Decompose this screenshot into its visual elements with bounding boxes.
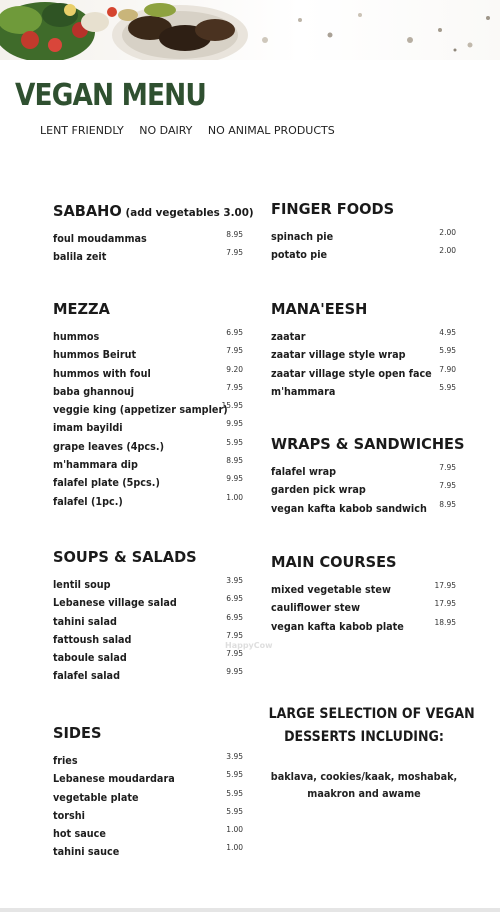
menu-item-name: zaatar village style open face bbox=[271, 367, 432, 380]
menu-item-name: Lebanese village salad bbox=[53, 597, 177, 610]
section-title: MEZZA bbox=[53, 300, 110, 318]
menu-item-name: torshi bbox=[53, 809, 85, 822]
menu-item-name: foul moudammas bbox=[53, 233, 147, 245]
menu-item-price: 3.95 bbox=[226, 576, 243, 585]
section-finger-foods bbox=[271, 198, 456, 265]
desserts-list-line1: baklava, cookies/kaak, moshabak, bbox=[270, 771, 458, 783]
menu-item-name: falafel salad bbox=[53, 670, 121, 683]
menu-item-name: fries bbox=[53, 755, 78, 767]
item-list bbox=[53, 328, 243, 511]
section-sabaho bbox=[53, 200, 254, 267]
food-photo-banner bbox=[0, 0, 500, 60]
section-title-text: SABAHO bbox=[53, 202, 122, 220]
desserts-heading-line2: DESSERTS INCLUDING: bbox=[284, 729, 444, 745]
menu-item bbox=[53, 474, 243, 492]
menu-item-price: 6.95 bbox=[226, 612, 243, 622]
menu-item bbox=[53, 230, 243, 248]
menu-item-name: zaatar bbox=[271, 331, 306, 343]
menu-item-name: taboule salad bbox=[53, 652, 127, 665]
section-note: (add vegetables 3.00) bbox=[125, 206, 254, 219]
menu-item-name: tahini salad bbox=[53, 615, 117, 628]
menu-item-name: mixed vegetable stew bbox=[271, 584, 391, 596]
menu-item bbox=[271, 599, 456, 617]
food-photo-illustration bbox=[0, 0, 500, 60]
menu-item-name: vegan kafta kabob plate bbox=[271, 620, 404, 633]
menu-item bbox=[53, 752, 243, 770]
menu-item-price: 5.95 bbox=[439, 382, 456, 392]
menu-item bbox=[53, 328, 243, 346]
item-list bbox=[53, 230, 243, 267]
menu-item-name: m'hammara dip bbox=[53, 459, 138, 472]
menu-item-price: 8.95 bbox=[226, 456, 243, 466]
menu-item bbox=[53, 438, 243, 456]
happycow-watermark: HappyCow bbox=[225, 641, 273, 650]
menu-item-price: 4.95 bbox=[439, 328, 456, 337]
menu-item bbox=[271, 328, 456, 346]
menu-item-price: 6.95 bbox=[226, 328, 243, 337]
menu-item-price: 1.00 bbox=[226, 492, 243, 502]
menu-item bbox=[53, 419, 243, 437]
menu-item bbox=[53, 789, 243, 807]
menu-item-name: spinach pie bbox=[271, 231, 334, 243]
section-soups-salads bbox=[53, 546, 243, 686]
menu-item-name: imam bayildi bbox=[53, 422, 123, 435]
menu-item-name: garden pick wrap bbox=[271, 484, 366, 497]
menu-item-name: potato pie bbox=[271, 249, 328, 262]
menu-item bbox=[53, 807, 243, 825]
menu-item-price: 7.95 bbox=[439, 463, 456, 472]
menu-item bbox=[271, 618, 456, 636]
menu-item bbox=[53, 401, 243, 419]
menu-item-price: 15.95 bbox=[221, 401, 243, 411]
menu-item-price: 3.95 bbox=[226, 752, 243, 761]
section-title: FINGER FOODS bbox=[271, 200, 395, 218]
menu-item bbox=[53, 346, 243, 364]
menu-item bbox=[53, 594, 243, 612]
menu-title: VEGAN MENU bbox=[15, 78, 206, 113]
menu-item-price: 9.95 bbox=[226, 474, 243, 484]
menu-item bbox=[53, 667, 243, 685]
section-manaeesh bbox=[271, 298, 456, 401]
menu-item-price: 5.95 bbox=[226, 437, 243, 447]
menu-item-price: 5.95 bbox=[226, 788, 243, 798]
menu-item-name: vegetable plate bbox=[53, 791, 139, 804]
menu-item-price: 9.95 bbox=[226, 667, 243, 677]
menu-item bbox=[53, 649, 243, 667]
menu-item-price: 7.95 bbox=[226, 346, 243, 356]
menu-item-name: m'hammara bbox=[271, 385, 336, 398]
menu-item-name: tahini sauce bbox=[53, 846, 120, 859]
menu-item-name: lentil soup bbox=[53, 579, 111, 591]
item-list bbox=[271, 328, 456, 401]
menu-item-name: baba ghannouj bbox=[53, 385, 135, 398]
menu-item-name: Lebanese moudardara bbox=[53, 773, 175, 786]
menu-item-price: 7.95 bbox=[226, 630, 243, 640]
section-wraps-sandwiches bbox=[271, 433, 465, 518]
menu-item-price: 7.95 bbox=[226, 248, 243, 258]
dietary-tags bbox=[40, 124, 347, 137]
desserts-note bbox=[258, 703, 475, 803]
menu-item bbox=[271, 246, 456, 264]
item-list bbox=[53, 752, 243, 862]
menu-item-price: 17.95 bbox=[434, 581, 456, 590]
menu-item bbox=[53, 365, 243, 383]
menu-item-price: 1.00 bbox=[226, 825, 243, 835]
menu-item-price: 7.95 bbox=[226, 382, 243, 392]
desserts-heading-line1: LARGE SELECTION OF VEGAN bbox=[268, 706, 475, 722]
menu-item bbox=[53, 383, 243, 401]
section-main-courses bbox=[271, 551, 456, 636]
section-title: SIDES bbox=[53, 724, 102, 742]
menu-item-price: 1.00 bbox=[226, 843, 243, 853]
menu-item-name: vegan kafta kabob sandwich bbox=[271, 502, 427, 515]
menu-item-name: hummos with foul bbox=[53, 367, 151, 380]
tag-no-animal-products: NO ANIMAL PRODUCTS bbox=[207, 124, 335, 137]
menu-item bbox=[271, 365, 456, 383]
menu-item bbox=[53, 248, 243, 266]
menu-item bbox=[271, 463, 456, 481]
menu-item bbox=[53, 843, 243, 861]
menu-item-price: 17.95 bbox=[434, 599, 456, 609]
menu-item-name: falafel wrap bbox=[271, 466, 337, 478]
menu-item bbox=[271, 581, 456, 599]
menu-item-price: 7.95 bbox=[439, 481, 456, 491]
section-sides bbox=[53, 722, 243, 862]
section-title: MAIN COURSES bbox=[271, 553, 397, 571]
page-bottom-edge bbox=[0, 908, 500, 912]
menu-item-price: 8.95 bbox=[439, 499, 456, 509]
menu-item-price: 8.95 bbox=[226, 230, 243, 239]
menu-item bbox=[53, 493, 243, 511]
menu-item bbox=[53, 825, 243, 843]
section-title: WRAPS & SANDWICHES bbox=[271, 435, 465, 453]
section-title: SOUPS & SALADS bbox=[53, 548, 197, 566]
tag-no-dairy: NO DAIRY bbox=[139, 124, 193, 137]
menu-item-name: veggie king (appetizer sampler) bbox=[53, 404, 228, 417]
menu-item-price: 7.95 bbox=[226, 649, 243, 659]
desserts-list-line2: maakron and awame bbox=[307, 788, 421, 800]
menu-item-name: hot sauce bbox=[53, 828, 106, 841]
menu-item bbox=[271, 383, 456, 401]
menu-item-name: balila zeit bbox=[53, 251, 107, 264]
tag-lent-friendly: LENT FRIENDLY bbox=[40, 124, 124, 137]
menu-item bbox=[53, 576, 243, 594]
menu-item-name: falafel plate (5pcs.) bbox=[53, 477, 160, 490]
item-list bbox=[271, 228, 456, 265]
item-list bbox=[53, 576, 243, 686]
menu-item-price: 2.00 bbox=[439, 246, 456, 256]
menu-item-name: grape leaves (4pcs.) bbox=[53, 440, 164, 453]
menu-item-price: 18.95 bbox=[434, 617, 456, 627]
menu-item-name: cauliflower stew bbox=[271, 602, 360, 615]
menu-item-name: falafel (1pc.) bbox=[53, 495, 123, 508]
menu-item-price: 5.95 bbox=[226, 806, 243, 816]
menu-item-price: 6.95 bbox=[226, 594, 243, 604]
menu-item-price: 9.20 bbox=[226, 364, 243, 374]
menu-item bbox=[271, 228, 456, 246]
menu-item bbox=[53, 456, 243, 474]
menu-item-price: 5.95 bbox=[226, 770, 243, 780]
menu-item bbox=[271, 346, 456, 364]
section-title bbox=[53, 200, 254, 222]
menu-item-price: 9.95 bbox=[226, 419, 243, 429]
menu-item-name: hummos Beirut bbox=[53, 349, 137, 362]
menu-item-name: fattoush salad bbox=[53, 633, 132, 646]
menu-item bbox=[53, 613, 243, 631]
menu-item-price: 2.00 bbox=[439, 228, 456, 237]
menu-item-name: hummos bbox=[53, 331, 100, 343]
menu-item bbox=[53, 631, 243, 649]
menu-item bbox=[53, 770, 243, 788]
section-title: MANA'EESH bbox=[271, 300, 368, 318]
menu-item-price: 7.90 bbox=[439, 364, 456, 374]
menu-item bbox=[271, 500, 456, 518]
menu-item-name: zaatar village style wrap bbox=[271, 349, 406, 362]
item-list bbox=[271, 463, 456, 518]
menu-item bbox=[271, 481, 456, 499]
section-mezza bbox=[53, 298, 243, 511]
menu-item-price: 5.95 bbox=[439, 346, 456, 356]
item-list bbox=[271, 581, 456, 636]
